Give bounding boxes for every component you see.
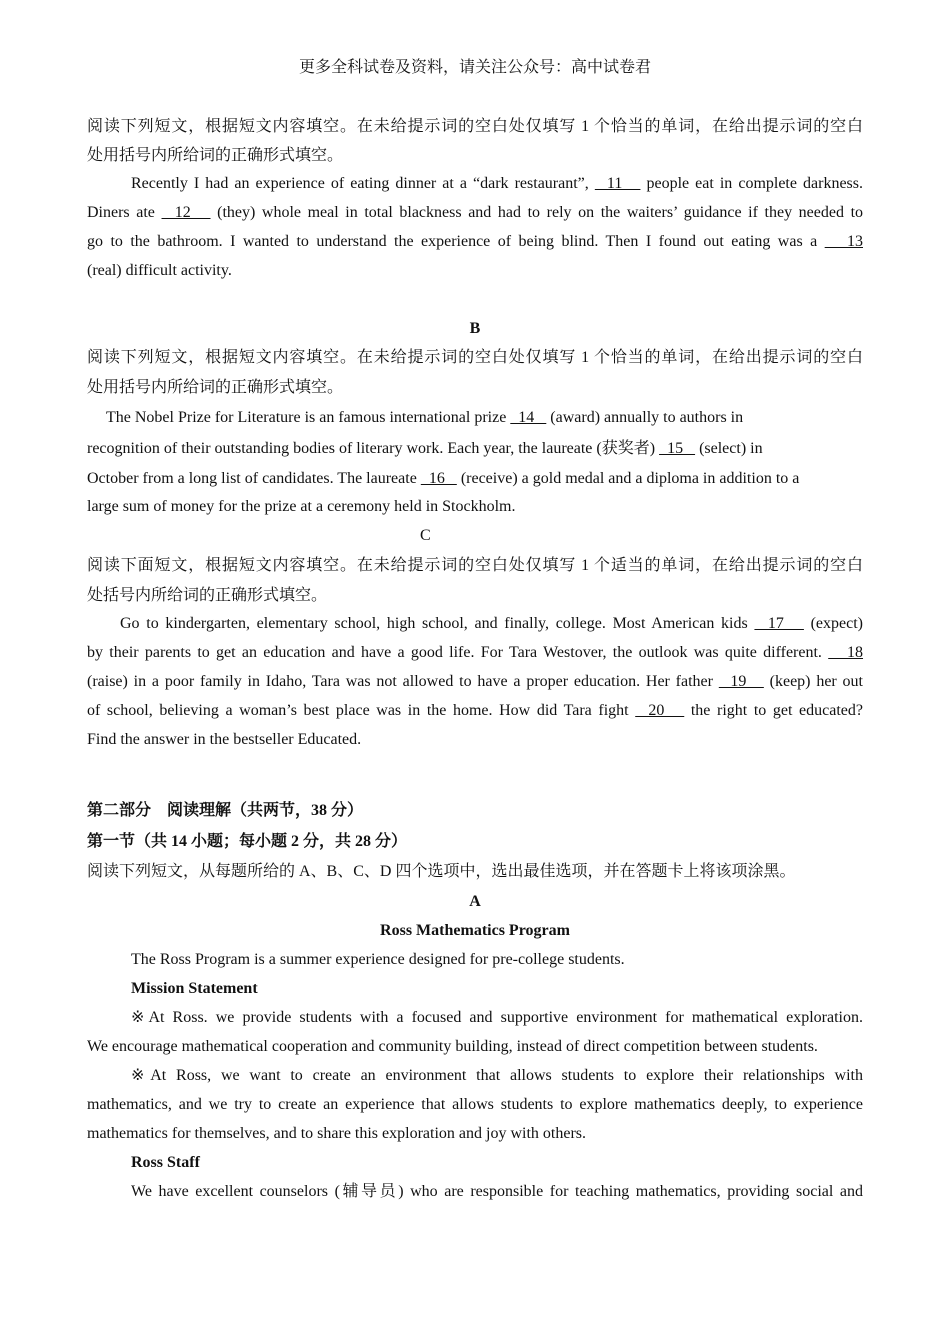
text: We encourage mathematical cooperation and community building, instead of direct competition between students. (87, 1038, 818, 1055)
article-subheading (131, 978, 863, 1000)
text: (keep) her out (763, 673, 864, 690)
text: C (420, 527, 431, 544)
text: Mission Statement (131, 980, 258, 997)
text: October from a long list of candidates. The laureate (87, 470, 421, 487)
instructions (87, 861, 863, 883)
passage-line (106, 407, 863, 429)
article-line (131, 949, 863, 971)
text: (expect) (803, 615, 864, 632)
text: (raise) in a poor family in Idaho, Tara was not allowed to have a proper education. Her father (87, 673, 719, 690)
text: Ross Staff (131, 1154, 200, 1171)
text: 第二部分 阅读理解（共两节，38 分） (87, 802, 364, 819)
instructions (87, 585, 863, 607)
article-line (87, 1036, 863, 1058)
passage-line (87, 700, 863, 722)
article-line (131, 1007, 863, 1029)
passage-line (87, 496, 863, 518)
part-heading (87, 800, 863, 822)
section-heading (87, 318, 863, 340)
passage-line (87, 438, 863, 460)
text: ※At Ross. we provide students with a focused and supportive environment for mathematical exploration. (131, 1009, 863, 1026)
text: go to the bathroom. I wanted to understand the experience of being blind. Then I found out eating was a (87, 233, 825, 250)
fill-in-blank-11: 11 (594, 175, 641, 192)
text: 处用括号内所给词的正确形式填空。 (87, 147, 344, 164)
text: A (469, 893, 481, 910)
text: 第一节（共 14 小题；每小题 2 分，共 28 分） (87, 833, 408, 850)
article-line (131, 1065, 863, 1087)
text: recognition of their outstanding bodies of literary work. Each year, the laureate (获奖者) (87, 440, 660, 457)
passage-line (87, 202, 863, 224)
text: by their parents to get an education and have a good life. For Tara Westover, the outlook was quite different. (87, 644, 829, 661)
fill-in-blank-20: 20 (635, 702, 685, 719)
text: (award) annually to authors in (546, 409, 744, 426)
passage-line (131, 173, 863, 195)
text: mathematics, and we try to create an experience that allows students to explore mathematics deeply, to experience (87, 1096, 863, 1113)
instructions (87, 555, 863, 577)
text: large sum of money for the prize at a ceremony held in Stockholm. (87, 498, 516, 515)
instructions (87, 347, 863, 369)
text: The Ross Program is a summer experience designed for pre-college students. (131, 951, 625, 968)
text: 阅读下列短文，从每题所给的 A、B、C、D 四个选项中，选出最佳选项，并在答题卡上将该项涂黑。 (87, 863, 796, 880)
fill-in-blank-15: 15 (659, 440, 696, 457)
instructions (87, 377, 863, 399)
text: Go to kindergarten, elementary school, high school, and finally, college. Most American kids (120, 615, 755, 632)
fill-in-blank-14: 14 (510, 409, 547, 426)
subsection-heading (87, 831, 863, 853)
passage-line (120, 613, 863, 635)
text: Ross Mathematics Program (380, 922, 570, 939)
text: ※At Ross, we want to create an environment that allows students to explore their relationships with (131, 1067, 863, 1084)
fill-in-blank-13: 13 (824, 233, 863, 250)
passage-line (87, 231, 863, 253)
passage-line (87, 729, 863, 751)
text: mathematics for themselves, and to share this exploration and joy with others. (87, 1125, 586, 1142)
article-line (131, 1181, 863, 1203)
fill-in-blank-16: 16 (420, 470, 457, 487)
text: Find the answer in the bestseller Educated. (87, 731, 362, 748)
text: We have excellent counselors (辅导员) who are responsible for teaching mathematics, providing social and (131, 1183, 863, 1200)
article-line (87, 1094, 863, 1116)
passage-line (87, 260, 863, 282)
passage-line (87, 468, 863, 490)
instructions (87, 145, 863, 167)
text: of school, believing a woman’s best place was in the home. How did Tara fight (87, 702, 636, 719)
text: (they) whole meal in total blackness and had to rely on the waiters’ guidance if they needed to (210, 204, 864, 221)
section-heading (420, 525, 863, 547)
fill-in-blank-19: 19 (718, 673, 764, 690)
page-header: 更多全科试卷及资料，请关注公众号：高中试卷君 (298, 59, 651, 76)
text: Recently I had an experience of eating dinner at a “dark restaurant”, (131, 175, 595, 192)
text: 阅读下列短文，根据短文内容填空。在未给提示词的空白处仅填写 1 个恰当的单词，在给出提示词的空白 (87, 118, 863, 135)
fill-in-blank-12: 12 (161, 204, 211, 221)
passage-line (87, 642, 863, 664)
text: B (469, 320, 481, 337)
fill-in-blank-17: 17 (754, 615, 804, 632)
article-title (87, 920, 863, 942)
text: the right to get educated? (684, 702, 863, 719)
article-subheading (131, 1152, 863, 1174)
text: (real) difficult activity. (87, 262, 232, 279)
section-heading (87, 891, 863, 913)
text: 阅读下列短文，根据短文内容填空。在未给提示词的空白处仅填写 1 个恰当的单词，在给出提示词的空白 (87, 349, 863, 366)
instructions (87, 116, 863, 138)
text: (receive) a gold medal and a diploma in addition to a (456, 470, 800, 487)
text: 处用括号内所给词的正确形式填空。 (87, 379, 344, 396)
fill-in-blank-18: 18 (828, 644, 864, 661)
text: (select) in (695, 440, 763, 457)
text: Diners ate (87, 204, 162, 221)
text: 阅读下面短文，根据短文内容填空。在未给提示词的空白处仅填写 1 个适当的单词，在给出提示词的空白 (87, 557, 863, 574)
text: The Nobel Prize for Literature is an famous international prize (106, 409, 511, 426)
passage-line (87, 671, 863, 693)
text: people eat in complete darkness. (640, 175, 864, 192)
article-line (87, 1123, 863, 1145)
text: 处括号内所给词的正确形式填空。 (87, 587, 328, 604)
